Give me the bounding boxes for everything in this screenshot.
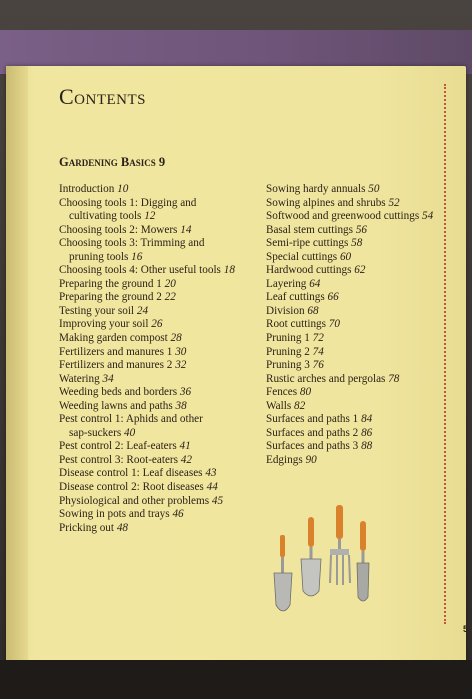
contents-entry <box>59 224 259 238</box>
contents-entry <box>266 454 446 468</box>
entry-title-line: Pricking out <box>59 521 115 534</box>
entry-page-number: 54 <box>421 210 434 223</box>
page-number: 5 <box>463 624 469 634</box>
entry-page-number: 12 <box>144 210 156 223</box>
entry-title-line: Sowing hardy annuals <box>266 183 366 195</box>
entry-page-number: 36 <box>179 386 192 399</box>
contents-entry <box>266 210 446 224</box>
contents-entry <box>266 197 446 211</box>
entry-page-number: 26 <box>151 318 163 331</box>
contents-entry <box>266 332 446 346</box>
contents-entry <box>266 400 446 414</box>
entry-page-number: 60 <box>339 250 352 263</box>
contents-entry <box>266 346 446 360</box>
entry-title-line: Making garden compost <box>59 332 168 345</box>
bottom-shadow <box>0 660 472 699</box>
entry-page-number: 62 <box>354 264 366 277</box>
contents-column-right <box>266 183 446 467</box>
entry-title-line: Special cuttings <box>266 250 338 263</box>
entry-page-number: 48 <box>116 521 128 534</box>
contents-entry <box>59 400 259 414</box>
entry-page-number: 30 <box>175 345 187 358</box>
contents-entry <box>266 413 446 427</box>
entry-page-number: 24 <box>136 304 149 317</box>
contents-entry <box>59 440 259 454</box>
entry-page-number: 42 <box>180 453 192 466</box>
entry-title-line: Edgings <box>266 453 303 466</box>
contents-entry <box>266 237 446 251</box>
entry-page-number: 90 <box>305 453 317 466</box>
entry-title-line: Division <box>266 304 305 317</box>
entry-page-number: 34 <box>102 372 114 385</box>
entry-page-number: 82 <box>294 399 306 412</box>
contents-entry <box>59 481 259 495</box>
entry-title-line: Preparing the ground 2 <box>59 291 162 304</box>
entry-title-line: Surfaces and paths 2 <box>266 426 359 439</box>
entry-title-line: pruning tools <box>69 250 129 263</box>
contents-entry <box>266 359 446 373</box>
entry-title-line: Surfaces and paths 1 <box>266 413 359 426</box>
trowel-icon <box>274 535 292 611</box>
contents-entry <box>59 318 259 332</box>
contents-entry <box>59 291 259 305</box>
contents-entry <box>266 440 446 454</box>
contents-entry <box>59 278 259 292</box>
entry-page-number: 70 <box>328 318 340 331</box>
contents-entry <box>59 197 259 224</box>
entry-title-line: cultivating tools <box>69 210 142 223</box>
entry-page-number: 56 <box>355 223 367 236</box>
entry-page-number: 46 <box>172 508 184 521</box>
contents-column-left <box>59 183 259 535</box>
entry-title-line: Softwood and greenwood cuttings <box>266 210 420 223</box>
contents-entry <box>266 251 446 265</box>
entry-page-number: 20 <box>164 277 176 290</box>
contents-entry <box>266 291 446 305</box>
contents-entry <box>266 318 446 332</box>
entry-title-line: Root cuttings <box>266 318 326 331</box>
entry-title-line: Preparing the ground 1 <box>59 277 162 290</box>
entry-title-line: Choosing tools 2: Mowers <box>59 223 178 236</box>
entry-title-line: Walls <box>266 399 292 412</box>
entry-page-number: 43 <box>205 467 217 480</box>
entry-title-line: Choosing tools 4: Other useful tools <box>59 264 221 277</box>
entry-page-number: 64 <box>309 277 321 290</box>
contents-entry <box>59 359 259 373</box>
entry-title-line: Weeding beds and borders <box>59 386 178 399</box>
entry-page-number: 58 <box>351 237 363 250</box>
contents-entry <box>266 278 446 292</box>
contents-entry <box>266 305 446 319</box>
entry-page-number: 66 <box>327 291 339 304</box>
entry-page-number: 44 <box>206 481 218 494</box>
entry-page-number: 68 <box>307 304 319 317</box>
entry-page-number: 52 <box>388 196 400 209</box>
contents-entry <box>59 183 259 197</box>
entry-page-number: 16 <box>131 250 143 263</box>
contents-entry <box>59 386 259 400</box>
entry-page-number: 18 <box>223 264 235 277</box>
entry-page-number: 76 <box>312 359 324 372</box>
entry-title-line: Pest control 1: Aphids and other <box>59 413 203 426</box>
entry-page-number: 84 <box>361 413 373 426</box>
contents-entry <box>266 373 446 387</box>
contents-entry <box>266 264 446 278</box>
contents-entry <box>59 332 259 346</box>
contents-entry <box>59 413 259 440</box>
entry-title-line: Basal stem cuttings <box>266 223 354 236</box>
entry-title-line: sap-suckers <box>69 426 122 439</box>
entry-page-number: 88 <box>361 440 373 453</box>
entry-title-line: Choosing tools 3: Trimming and <box>59 237 205 250</box>
entry-title-line: Improving your soil <box>59 318 149 331</box>
entry-title-line: Sowing in pots and trays <box>59 508 170 521</box>
entry-title-line: Choosing tools 1: Digging and <box>59 196 197 209</box>
contents-entry <box>59 522 259 536</box>
transplanter-icon <box>357 521 369 601</box>
entry-title-line: Pruning 3 <box>266 359 310 372</box>
entry-title-line: Fertilizers and manures 2 <box>59 359 173 372</box>
entry-title-line: Rustic arches and pergolas <box>266 372 386 385</box>
entry-page-number: 38 <box>175 399 187 412</box>
contents-entry <box>59 508 259 522</box>
contents-entry <box>266 183 446 197</box>
page-gutter <box>6 66 28 671</box>
contents-entry <box>59 237 259 264</box>
contents-entry <box>59 454 259 468</box>
entry-title-line: Surfaces and paths 3 <box>266 440 359 453</box>
entry-page-number: 45 <box>211 494 224 507</box>
entry-page-number: 40 <box>124 426 136 439</box>
entry-page-number: 74 <box>312 345 324 358</box>
contents-entry <box>266 386 446 400</box>
contents-entry <box>266 427 446 441</box>
entry-page-number: 14 <box>180 223 192 236</box>
contents-entry <box>59 305 259 319</box>
entry-title-line: Layering <box>266 277 307 290</box>
entry-title-line: Pruning 2 <box>266 345 310 358</box>
entry-title-line: Semi-ripe cuttings <box>266 237 349 250</box>
entry-page-number: 28 <box>170 332 182 345</box>
contents-entry <box>59 467 259 481</box>
garden-hand-tools-icon <box>268 505 378 625</box>
entry-title-line: Physiological and other problems <box>59 494 210 507</box>
contents-entry <box>59 495 259 509</box>
section-heading: Gardening Basics 9 <box>59 155 166 169</box>
entry-title-line: Fertilizers and manures 1 <box>59 345 173 358</box>
entry-title-line: Fences <box>266 386 298 399</box>
entry-title-line: Hardwood cuttings <box>266 264 352 277</box>
entry-title-line: Testing your soil <box>59 304 135 317</box>
trowel-icon <box>301 517 321 596</box>
entry-title-line: Weeding lawns and paths <box>59 399 173 412</box>
entry-title-line: Disease control 2: Root diseases <box>59 481 204 494</box>
contents-entry <box>59 264 259 278</box>
entry-page-number: 32 <box>175 359 187 372</box>
contents-entry <box>59 373 259 387</box>
entry-title-line: Disease control 1: Leaf diseases <box>59 467 203 480</box>
entry-page-number: 22 <box>164 291 176 304</box>
hand-fork-icon <box>330 505 350 585</box>
entry-title-line: Pest control 3: Root-eaters <box>59 453 178 466</box>
entry-page-number: 72 <box>312 332 324 345</box>
entry-page-number: 50 <box>368 183 380 195</box>
entry-title-line: Introduction <box>59 183 115 195</box>
entry-page-number: 41 <box>179 440 191 453</box>
entry-title-line: Pruning 1 <box>266 332 310 345</box>
entry-title-line: Leaf cuttings <box>266 291 325 304</box>
contents-entry <box>59 346 259 360</box>
entry-page-number: 86 <box>361 426 373 439</box>
entry-title-line: Pest control 2: Leaf-eaters <box>59 440 177 453</box>
contents-entry <box>266 224 446 238</box>
page-title: Contents <box>59 84 147 109</box>
entry-title-line: Sowing alpines and shrubs <box>266 196 386 209</box>
entry-page-number: 80 <box>299 386 312 399</box>
entry-page-number: 10 <box>117 183 129 195</box>
entry-title-line: Watering <box>59 372 100 385</box>
entry-page-number: 78 <box>388 372 400 385</box>
